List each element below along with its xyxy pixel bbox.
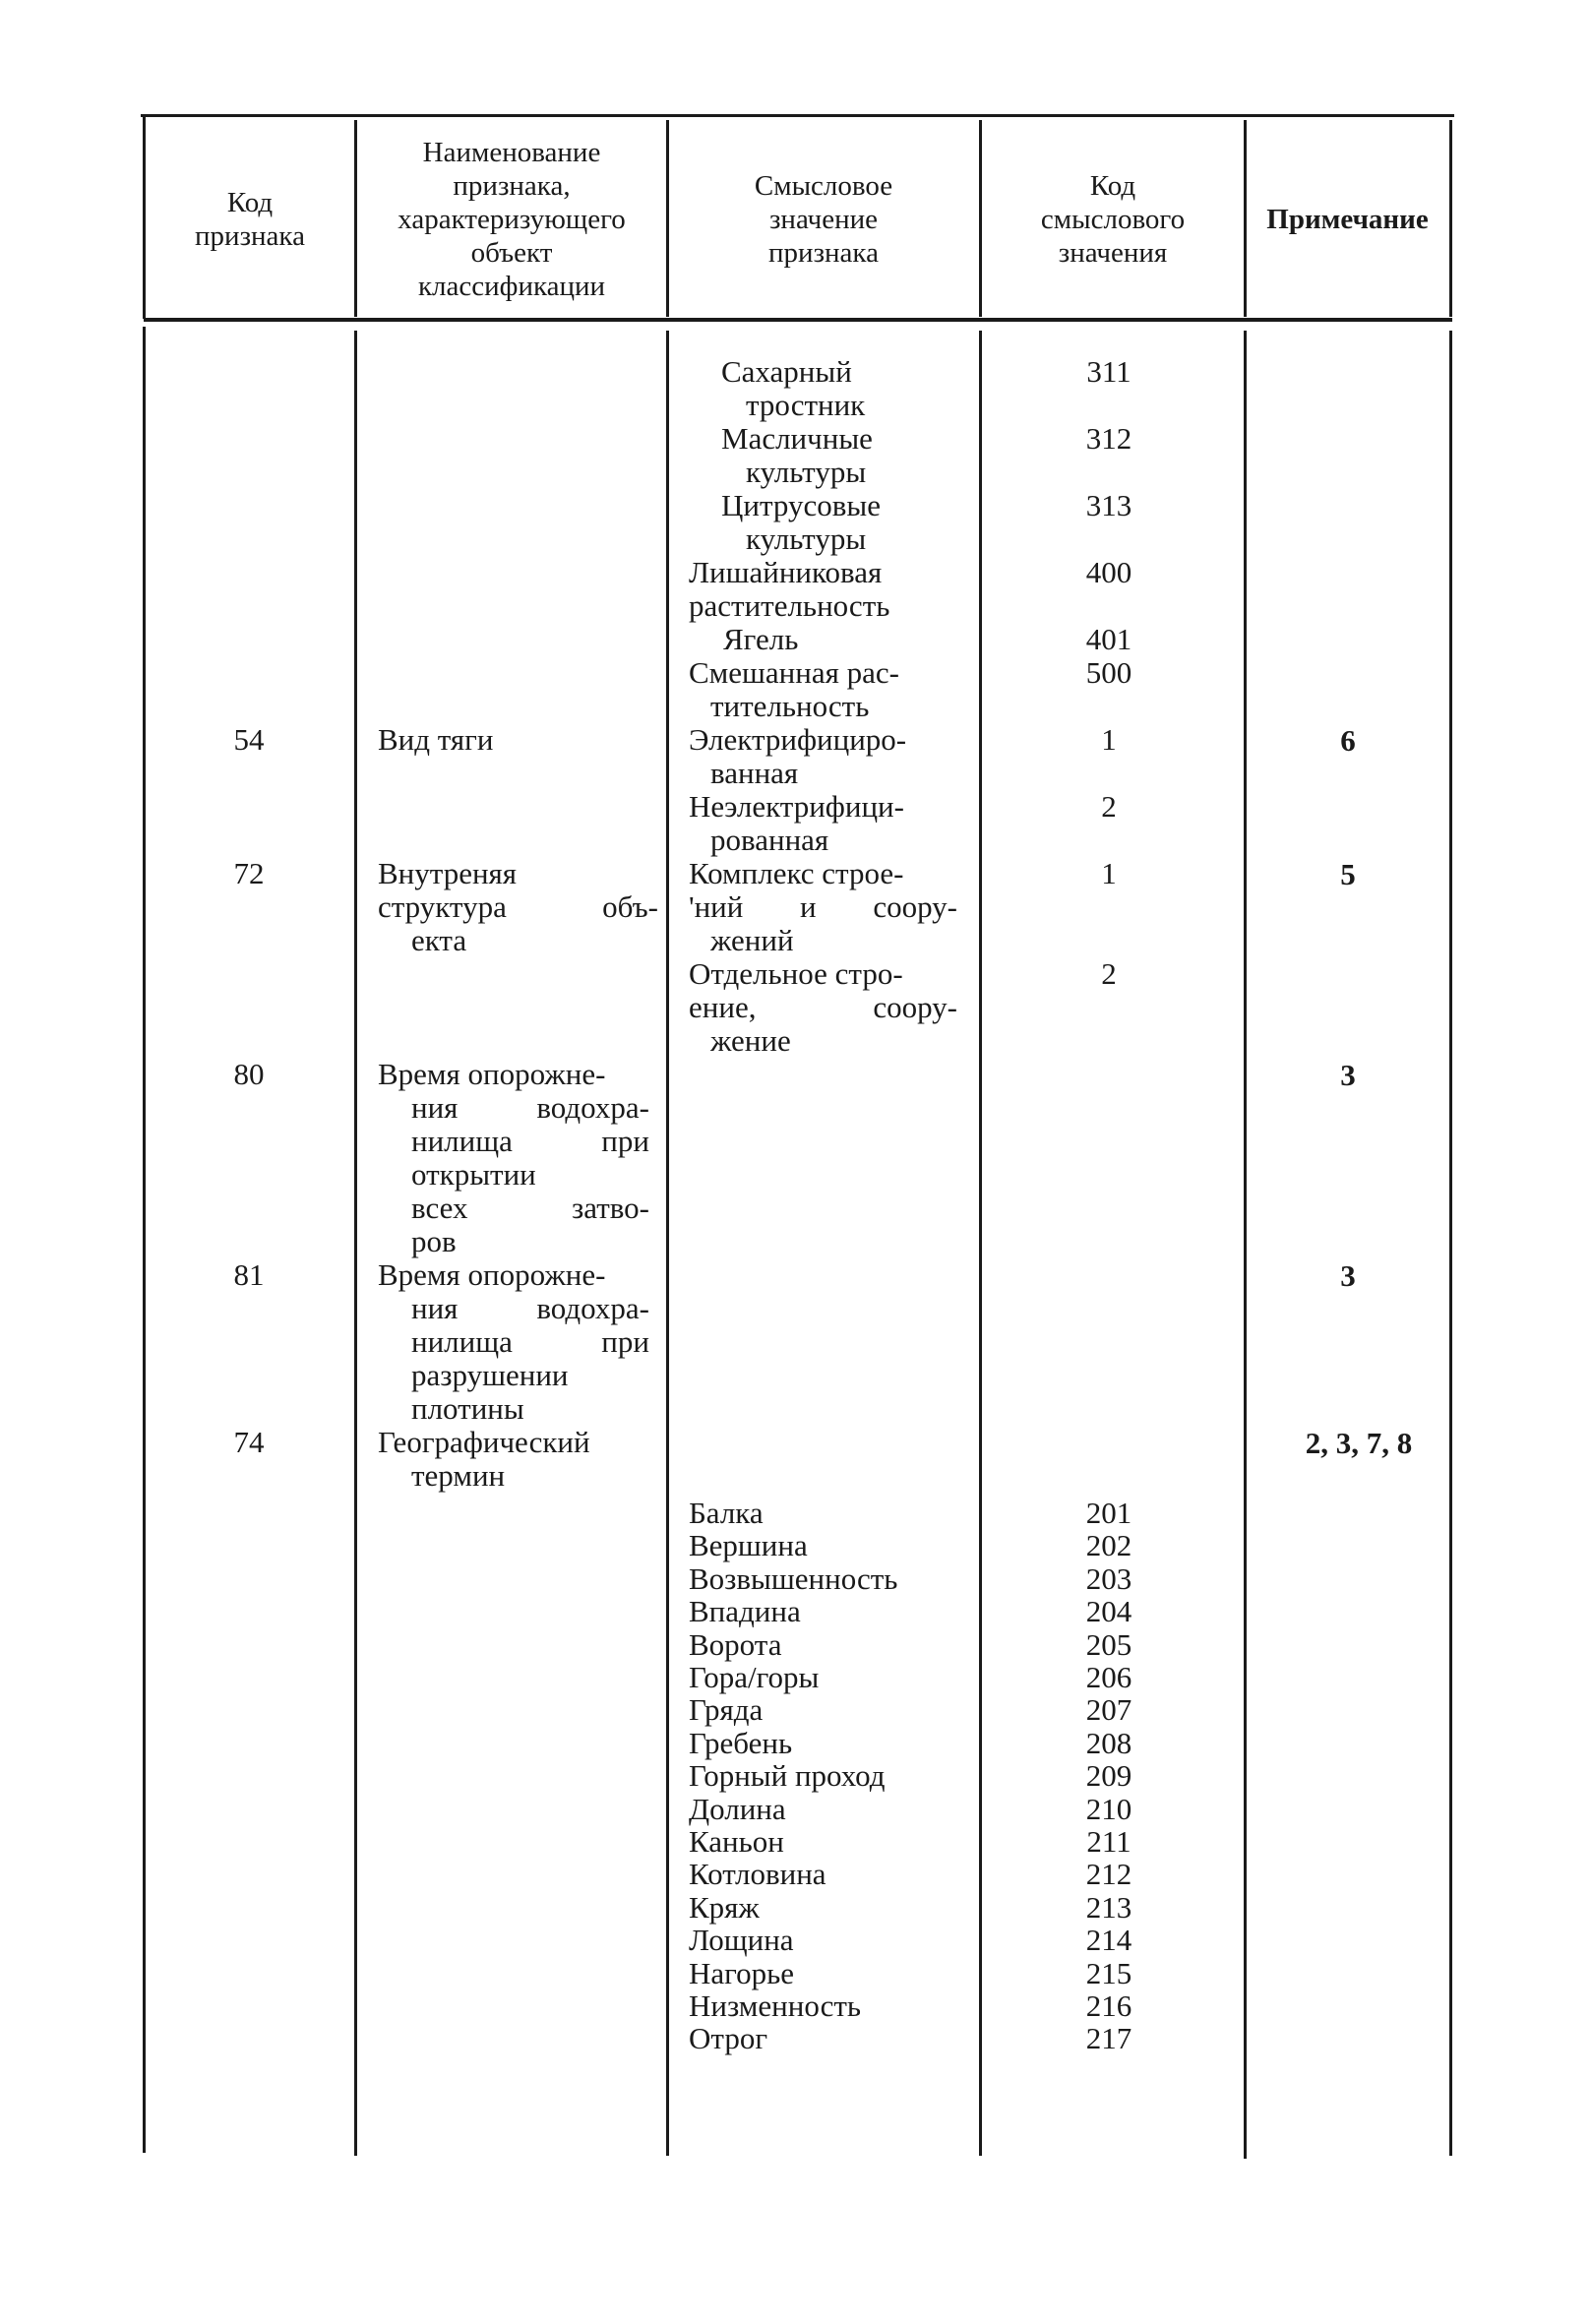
value-code: 1 — [1101, 856, 1117, 890]
header-divider-4 — [1244, 120, 1247, 317]
term-code: 204 — [1085, 1594, 1132, 1628]
term-name: Гора/горы — [689, 1660, 820, 1694]
value-label: рованная — [710, 823, 829, 857]
term-code: 214 — [1085, 1923, 1132, 1957]
header-feature-name: Наименование признака, характеризующего объект классификации — [398, 137, 626, 302]
term-name: Балка — [689, 1496, 764, 1530]
term-code: 208 — [1085, 1726, 1132, 1760]
term-code: 216 — [1085, 1988, 1132, 2023]
feature-code: 81 — [233, 1257, 265, 1292]
table-top-rule — [141, 114, 1454, 117]
feature-name: Географический — [378, 1425, 590, 1459]
value-label: жение — [710, 1023, 791, 1058]
header-divider-2 — [666, 120, 669, 317]
term-name: Возвышенность — [689, 1561, 898, 1596]
value-code: 313 — [1085, 488, 1132, 522]
body-divider-2 — [666, 331, 669, 2156]
term-name: Котловина — [689, 1857, 826, 1891]
term-code: 206 — [1085, 1660, 1132, 1694]
term-code: 212 — [1085, 1857, 1132, 1891]
value-label: Лишайниковая — [689, 555, 883, 589]
body-divider-1 — [354, 331, 357, 2156]
value-label: тительность — [710, 689, 870, 723]
value-label: Комплекс строе- — [689, 856, 904, 890]
feature-code: 80 — [233, 1057, 265, 1091]
term-name: Горный проход — [689, 1758, 886, 1793]
feature-name: нилища при — [411, 1324, 649, 1359]
feature-name: Время опорожне- — [378, 1257, 606, 1292]
value-code: 2 — [1101, 789, 1117, 824]
term-name: Долина — [689, 1792, 786, 1826]
feature-name: открытии — [411, 1157, 536, 1192]
header-right-border — [1449, 120, 1452, 317]
term-code: 211 — [1086, 1824, 1132, 1859]
note: 5 — [1340, 857, 1356, 891]
term-name: Низменность — [689, 1988, 862, 2023]
value-code: 2 — [1101, 956, 1117, 991]
value-code: 500 — [1085, 655, 1132, 690]
feature-name: Внутреняя — [378, 856, 518, 890]
header-divider-3 — [979, 120, 982, 317]
term-name: Впадина — [689, 1594, 801, 1628]
feature-name: всех затво- — [411, 1191, 649, 1225]
feature-name: плотины — [411, 1391, 524, 1426]
value-label: Цитрусовые — [721, 488, 881, 522]
body-left-border — [143, 327, 146, 2153]
value-label: ение, соору- — [689, 990, 957, 1024]
value-label: Сахарный — [721, 354, 852, 389]
term-name: Лощина — [689, 1923, 794, 1957]
value-label: тростник — [746, 388, 866, 422]
term-name: Каньон — [689, 1824, 784, 1859]
header-note: Примечание — [1266, 204, 1429, 235]
header-feature-code: Код признака — [195, 187, 305, 252]
feature-name: ров — [411, 1224, 457, 1258]
value-code: 1 — [1101, 722, 1117, 757]
header-divider-1 — [354, 120, 357, 317]
term-code: 203 — [1085, 1561, 1132, 1596]
term-name: Гряда — [689, 1692, 764, 1727]
term-code: 209 — [1085, 1758, 1132, 1793]
note: 2, 3, 7, 8 — [1305, 1426, 1413, 1460]
term-name: Гребень — [689, 1726, 793, 1760]
feature-code: 72 — [233, 856, 265, 890]
note: 3 — [1340, 1258, 1356, 1293]
value-label: Отдельное стро- — [689, 956, 903, 991]
feature-name: екта — [411, 923, 467, 957]
body-right-border — [1449, 331, 1452, 2156]
term-name: Нагорье — [689, 1956, 794, 1990]
value-code: 312 — [1085, 421, 1132, 456]
term-name: Отрог — [689, 2021, 768, 2055]
body-divider-4 — [1244, 331, 1247, 2159]
value-label: Смешанная рас- — [689, 655, 899, 690]
feature-name: термин — [411, 1458, 506, 1493]
note: 6 — [1340, 723, 1356, 758]
term-name: Вершина — [689, 1528, 808, 1562]
header-left-border — [143, 116, 146, 319]
term-code: 207 — [1085, 1692, 1132, 1727]
feature-name: ния водохра- — [411, 1090, 649, 1125]
feature-name: Вид тяги — [378, 722, 494, 757]
feature-name: разрушении — [411, 1358, 569, 1392]
body-divider-3 — [979, 331, 982, 2156]
header-value-code: Код смыслового значения — [1040, 170, 1186, 269]
feature-code: 54 — [233, 722, 265, 757]
term-name: Кряж — [689, 1890, 760, 1925]
value-label: культуры — [746, 455, 867, 489]
term-name: Ворота — [689, 1627, 782, 1662]
term-code: 205 — [1085, 1627, 1132, 1662]
header-semantic-value: Смысловое значение признака — [754, 170, 893, 269]
feature-name: нилища при — [411, 1124, 649, 1158]
value-code: 401 — [1085, 622, 1132, 656]
value-label: 'ний и соору- — [689, 889, 957, 924]
value-label: Масличные — [721, 421, 873, 456]
term-code: 215 — [1085, 1956, 1132, 1990]
term-code: 202 — [1085, 1528, 1132, 1562]
value-code: 400 — [1085, 555, 1132, 589]
value-label: жений — [710, 923, 794, 957]
value-label: Электрифициро- — [689, 722, 907, 757]
value-label: ванная — [710, 756, 799, 790]
note: 3 — [1340, 1058, 1356, 1092]
value-label: растительность — [689, 588, 890, 623]
value-label: Ягель — [723, 622, 799, 656]
header-bottom-rule — [144, 318, 1452, 322]
value-code: 311 — [1086, 354, 1132, 389]
value-label: Неэлектрифици- — [689, 789, 904, 824]
term-code: 201 — [1085, 1496, 1132, 1530]
term-code: 217 — [1085, 2021, 1132, 2055]
feature-name: структура объ- — [378, 889, 658, 924]
term-code: 210 — [1085, 1792, 1132, 1826]
feature-name: ния водохра- — [411, 1291, 649, 1325]
value-label: культуры — [746, 521, 867, 556]
feature-name: Время опорожне- — [378, 1057, 606, 1091]
feature-code: 74 — [233, 1425, 265, 1459]
term-code: 213 — [1085, 1890, 1132, 1925]
